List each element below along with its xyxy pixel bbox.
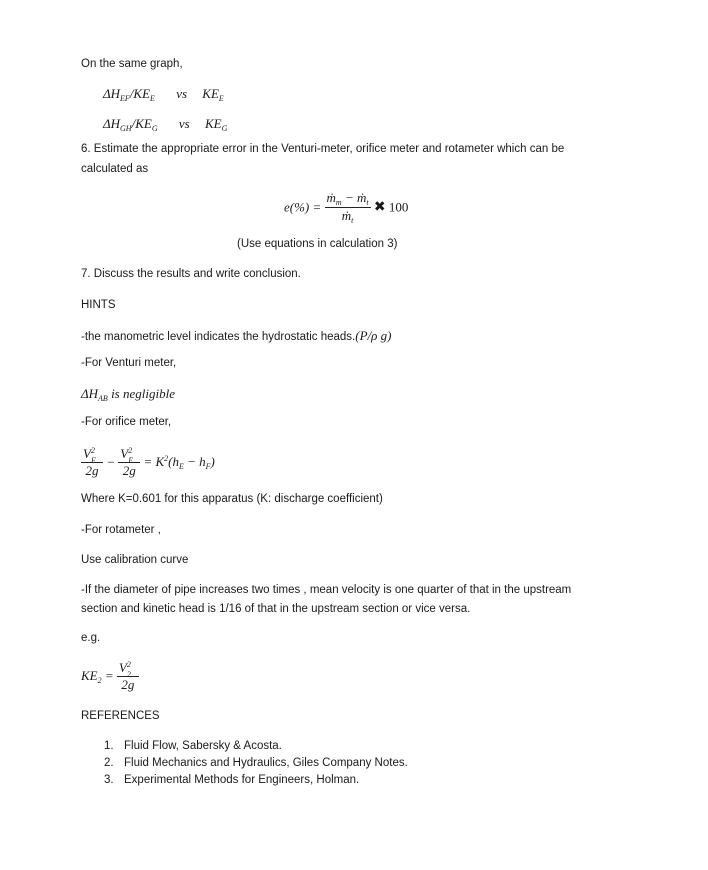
times-icon: ✖: [373, 200, 386, 215]
calibration-text: Use calibration curve: [81, 554, 189, 566]
graph-item-1: $\Delta H_{EF}/KE_E$ vs $KE_E$: [103, 86, 224, 103]
ke-equation: $KE_2$ = V 2 2 2g: [81, 660, 139, 693]
graph-item-2: $\Delta H_{GH}/KE_G$ vs $KE_G$: [103, 116, 228, 133]
error-equation: e(%) = $\frac{ṁ_m - ṁ_t}{ṁ_t}$ ✖ 100: [284, 190, 409, 225]
orifice-equation: V 2 F 2g − V 2 E 2g = $K^2(h_E - h_F)$: [83, 446, 215, 479]
step6-line2: calculated as: [81, 163, 149, 175]
references-heading: REFERENCES: [81, 710, 160, 722]
equation-note: (Use equations in calculation 3): [237, 238, 398, 250]
venturi-equation: $\Delta H_{AB}$ is negligible: [81, 386, 175, 403]
hint-manometric: -the manometric level indicates the hydrostatic heads.(P/ρ g): [81, 328, 392, 343]
step7-text: 7. Discuss the results and write conclusion.: [81, 268, 301, 280]
intro-text: On the same graph,: [81, 58, 183, 70]
reference-item: 1. Fluid Flow, Sabersky & Acosta.: [104, 740, 282, 752]
step6-line1: 6. Estimate the appropriate error in the Venturi-meter, orifice meter and rotameter which can be: [81, 143, 565, 155]
hint-rotameter: -For rotameter ,: [81, 524, 161, 536]
diameter-line1: -If the diameter of pipe increases two times , mean velocity is one quarter of that in the upstream: [81, 584, 572, 596]
hint-venturi: -For Venturi meter,: [81, 357, 177, 369]
hint-orifice: -For orifice meter,: [81, 416, 172, 428]
reference-item: 2. Fluid Mechanics and Hydraulics, Giles Company Notes.: [104, 757, 408, 769]
where-k-text: Where K=0.601 for this apparatus (K: discharge coefficient): [81, 493, 383, 505]
hints-heading: HINTS: [81, 299, 116, 311]
reference-item: 3. Experimental Methods for Engineers, Holman.: [104, 774, 360, 786]
diameter-line2: section and kinetic head is 1/16 of that in the upstream section or vice versa.: [81, 603, 471, 615]
example-label: e.g.: [81, 632, 101, 644]
references-list: [104, 738, 408, 789]
